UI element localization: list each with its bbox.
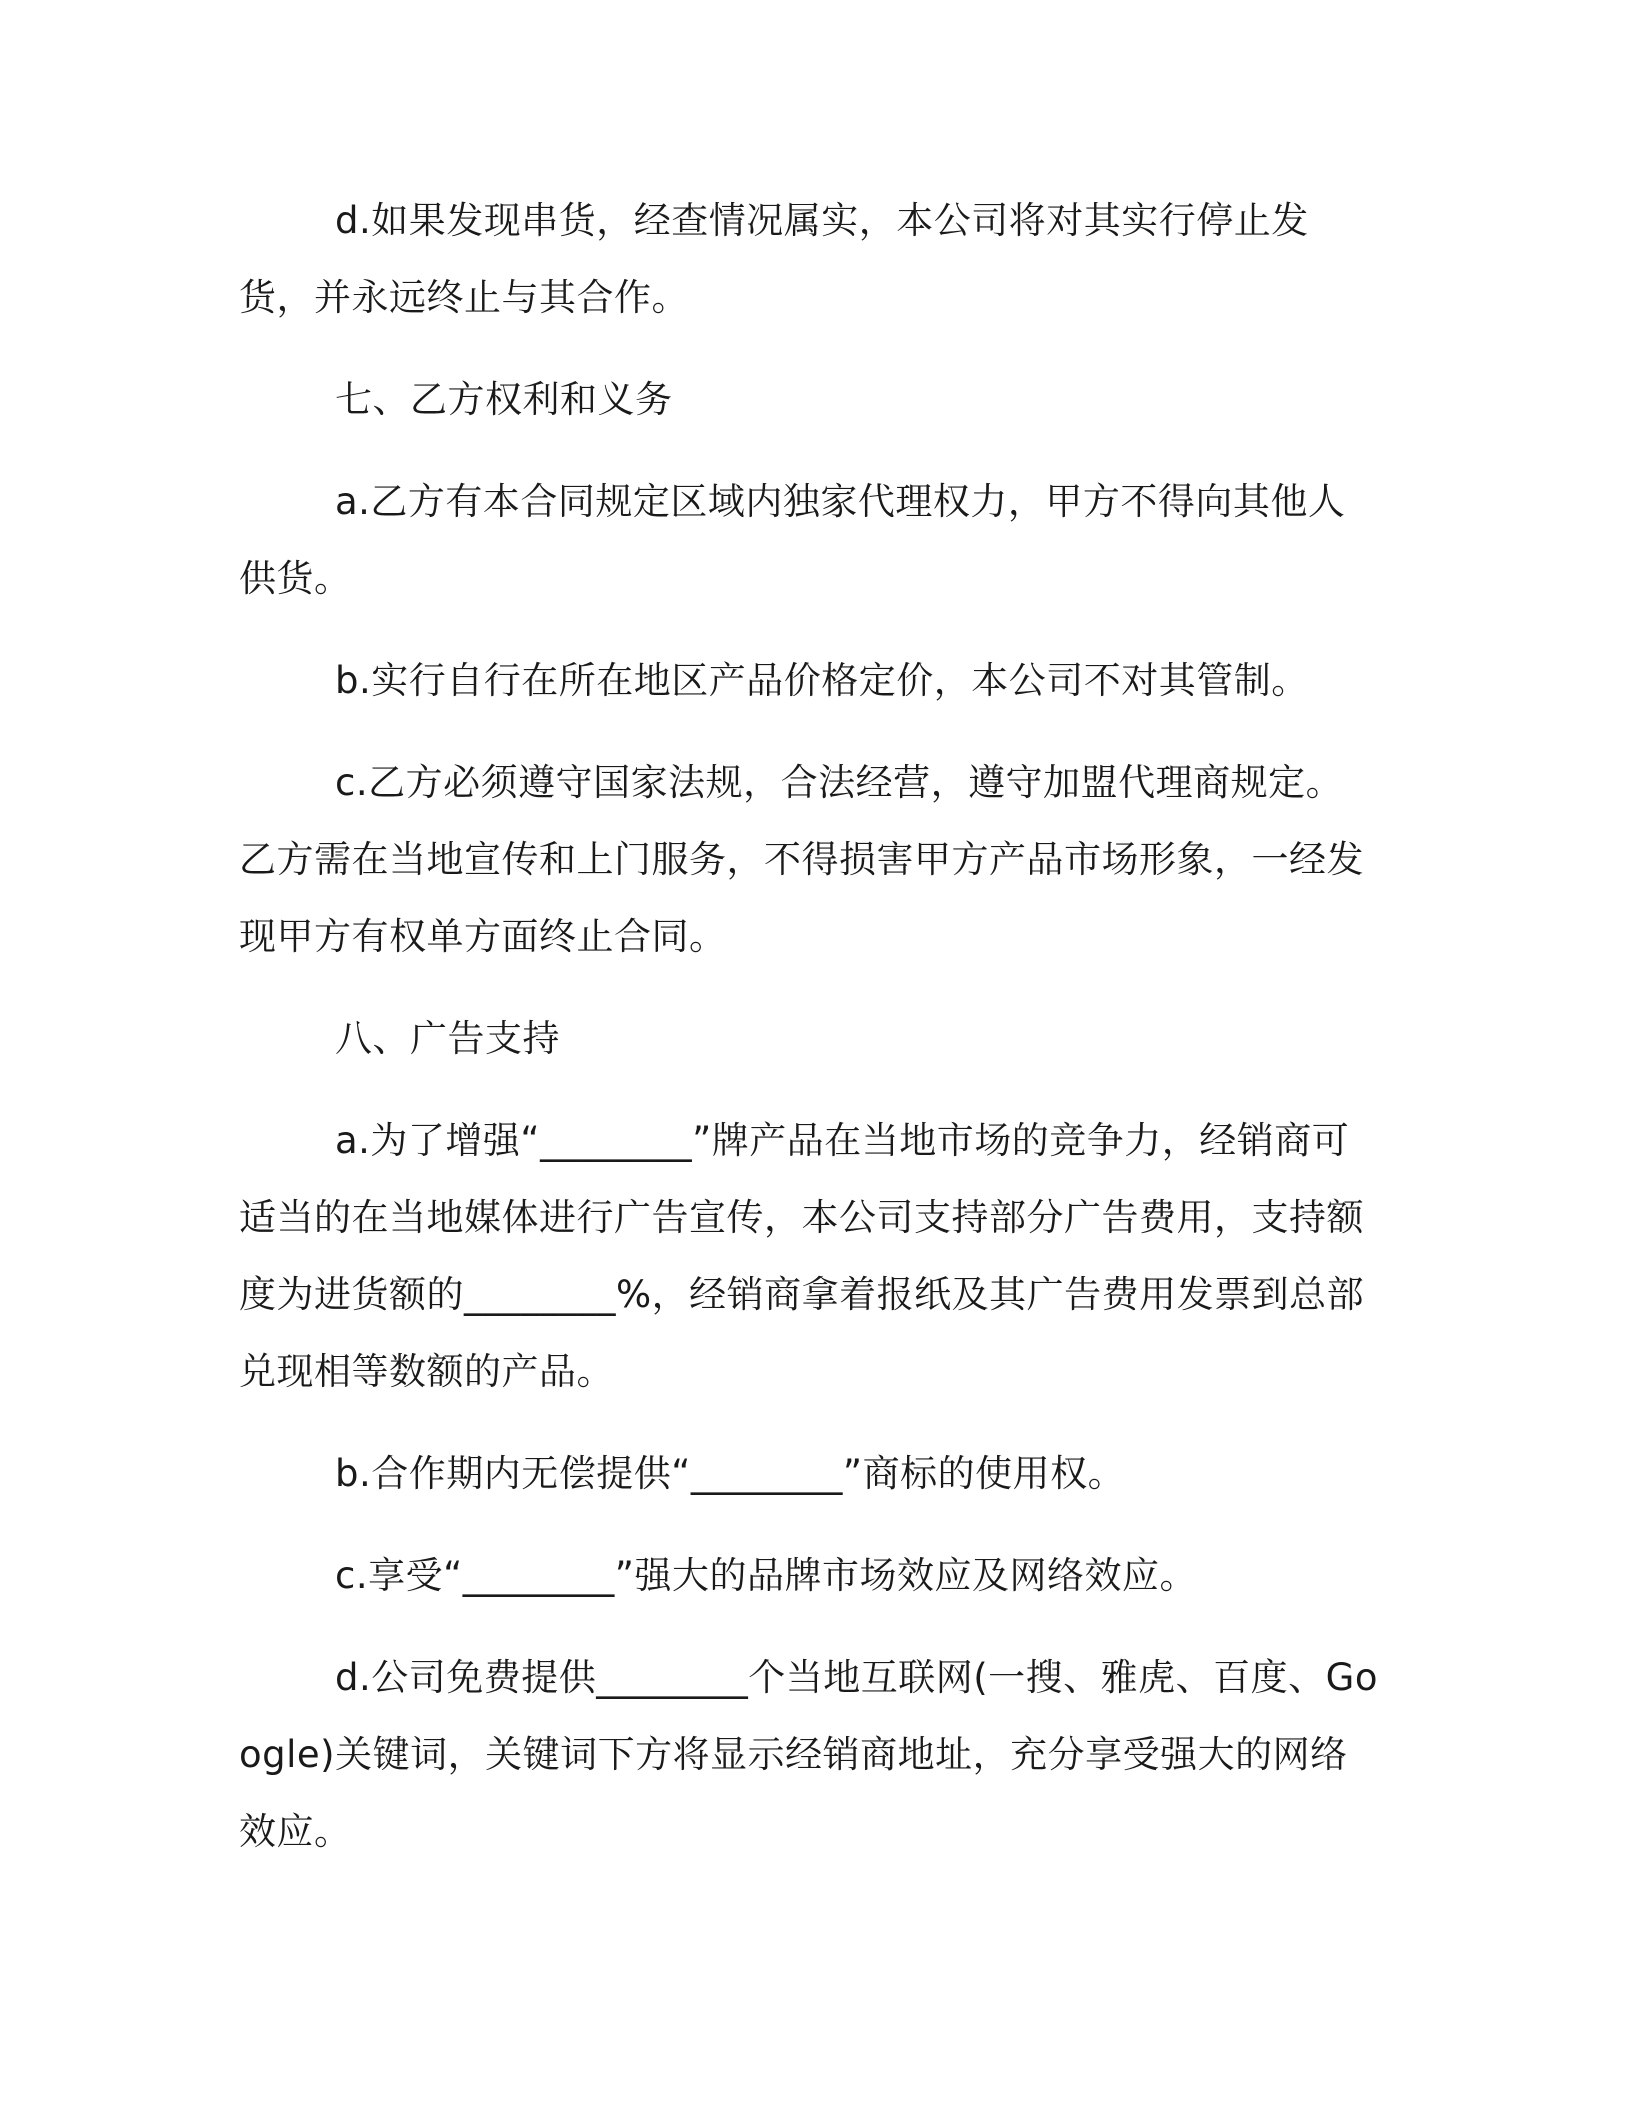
clause-8d-paragraph: d.公司免费提供________个当地互联网(一搜、雅虎、百度、Google)关键词，关键词下方将显示经销商地址，充分享受强大的网络效应。 xyxy=(239,1656,1378,1853)
section-8-heading: 八、广告支持 xyxy=(335,1017,560,1060)
clause-7b-paragraph: b.实行自行在所在地区产品价格定价，本公司不对其管制。 xyxy=(335,659,1309,702)
clause-7c-paragraph: c.乙方必须遵守国家法规，合法经营，遵守加盟代理商规定。乙方需在当地宣传和上门服务，不得损害甲方产品市场形象，一经发现甲方有权单方面终止合同。 xyxy=(239,761,1364,958)
clause-7a-paragraph: a.乙方有本合同规定区域内独家代理权力，甲方不得向其他人供货。 xyxy=(239,480,1346,600)
clause-8b-paragraph: b.合作期内无偿提供“________”商标的使用权。 xyxy=(335,1452,1126,1495)
document-body xyxy=(239,182,1379,1895)
clause-6d-paragraph: d.如果发现串货，经查情况属实，本公司将对其实行停止发货，并永远终止与其合作。 xyxy=(239,199,1309,319)
section-7-heading: 七、乙方权利和义务 xyxy=(335,378,673,421)
clause-8c-paragraph: c.享受“________”强大的品牌市场效应及网络效应。 xyxy=(335,1554,1197,1597)
clause-8a-paragraph: a.为了增强“________”牌产品在当地市场的竞争力，经销商可适当的在当地媒体进行广告宣传，本公司支持部分广告费用，支持额度为进货额的________%，经销商拿着报纸及其广告费用发票到总部兑现相等数额的产品。 xyxy=(239,1119,1365,1393)
